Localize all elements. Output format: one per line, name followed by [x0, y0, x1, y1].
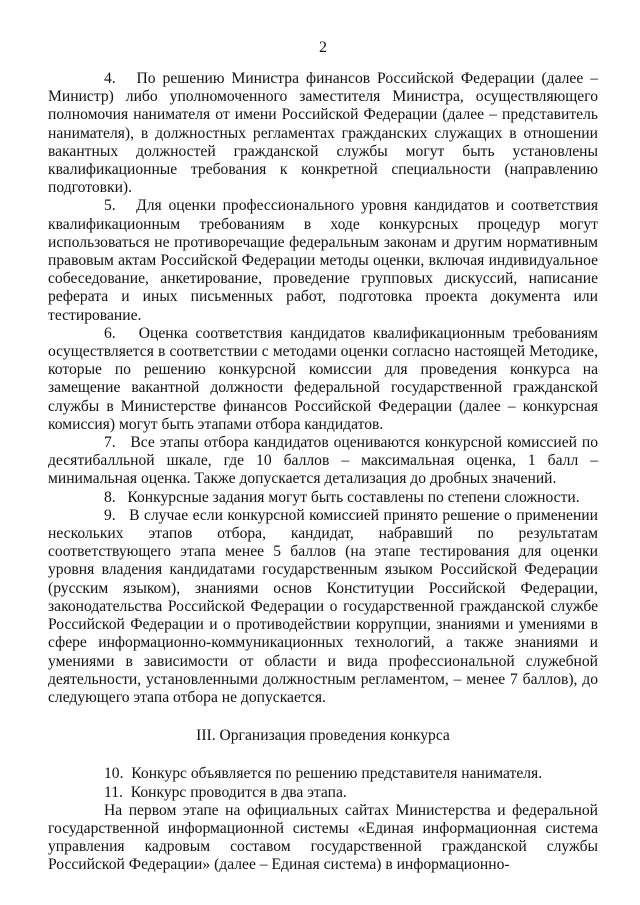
paragraph-item-7: 7. Все этапы отбора кандидатов оцениваются конкурсной комиссией по десятибалльной шкале, где 10 баллов – максимальная оценка, 1 балл – минимальная оценка. Также допускается детализация до дробных значений.	[48, 434, 598, 488]
document-body	[48, 70, 598, 875]
paragraph-item-10: 10. Конкурс объявляется по решению представителя нанимателя.	[104, 765, 543, 783]
paragraph-item-9: 9. В случае если конкурсной комиссией принято решение о применении нескольких этапов отбора, кандидат, набравший по результатам соответствующего этапа менее 5 баллов (на этапе тестирования для оценки уровня владения кандидатами государственным языком Российской Федерации (русским языком), знаниями основ Конституции Российской Федерации, законодательства Российской Федерации о государственной гражданской службе Российской Федерации и о противодействии коррупции, знаниями и умениями в сфере информационно-коммуникационных технологий, а также знаниями и умениями в зависимости от области и вида профессиональной служебной деятельности, установленными должностным регламентом, – менее 7 баллов), до следующего этапа отбора не допускается.	[48, 506, 598, 706]
paragraph-item-5: 5. Для оценки профессионального уровня кандидатов и соответствия квалификационным требованиям в ходе конкурсных процедур могут использоваться не противоречащие федеральным законам и другим нормативным правовым актам Российской Федерации методы оценки, включая индивидуальное собеседование, анкетирование, проведение групповых дискуссий, написание реферата и иных письменных работ, подготовка проекта документа или тестирование.	[48, 197, 598, 324]
page-number: 2	[319, 39, 327, 56]
paragraph-item-6: 6. Оценка соответствия кандидатов квалификационным требованиям осуществляется в соответствии с методами оценки согласно настоящей Методике, которые по решению конкурсной комиссии для проведения конкурса на замещение вакантной должности федеральной государственной гражданской службы в Министерстве финансов Российской Федерации (далее – конкурсная комиссия) могут быть этапами отбора кандидатов.	[48, 324, 598, 433]
paragraph-item-4: 4. По решению Министра финансов Российской Федерации (далее – Министр) либо уполномоченного заместителя Министра, осуществляющего полномочия нанимателя от имени Российской Федерации (далее – представитель нанимателя), в должностных регламентах гражданских служащих в отношении вакантных должностей гражданской службы могут быть установлены квалификационные требования к конкретной специальности (направлению подготовки).	[48, 70, 598, 197]
paragraph-item-11: 11. Конкурс проводится в два этапа.	[104, 783, 347, 801]
paragraph-item-8: 8. Конкурсные задания могут быть составлены по степени сложности.	[104, 488, 580, 506]
paragraph-first-stage: На первом этапе на официальных сайтах Министерства и федеральной государственной информационной системы «Единая информационная система управления кадровым составом государственной гражданской службы Российской Федерации» (далее – Единая система) в информационно-	[48, 801, 598, 874]
section-heading: III. Организация проведения конкурса	[196, 727, 450, 745]
